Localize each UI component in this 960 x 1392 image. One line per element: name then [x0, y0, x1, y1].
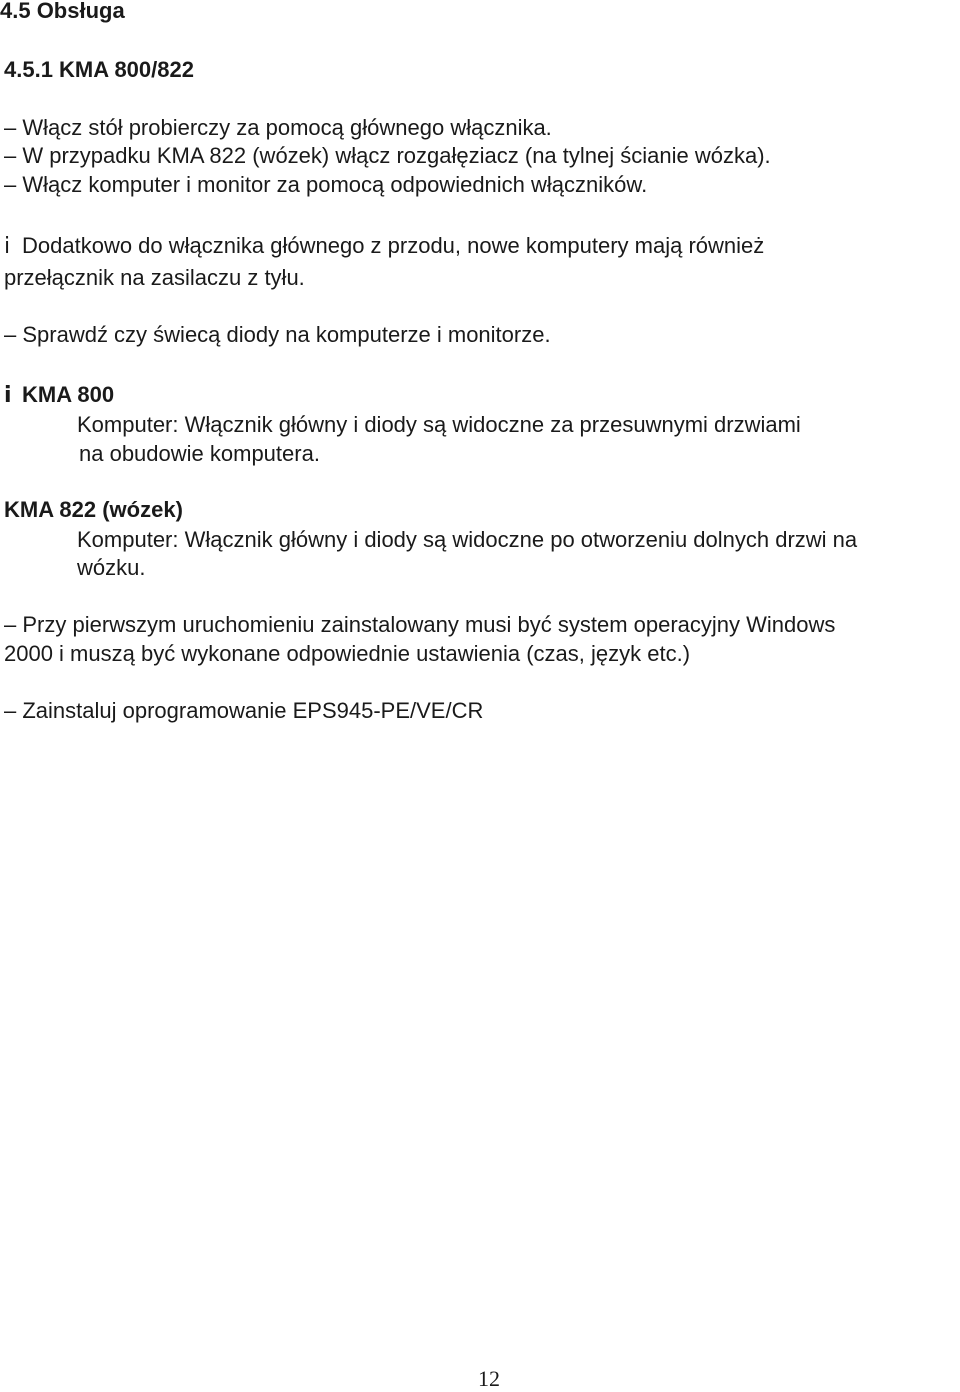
first-start-line-2: 2000 i muszą być wykonane odpowiednie ustawienia (czas, język etc.)	[4, 641, 691, 666]
first-start-line-1: – Przy pierwszym uruchomieniu zainstalowany musi być system operacyjny Windows	[4, 612, 836, 637]
kma822-line-2: wózku.	[77, 555, 146, 580]
kma822-heading: KMA 822 (wózek)	[4, 497, 183, 522]
page-number: 12	[478, 1366, 500, 1391]
step-power-table: – Włącz stół probierczy za pomocą głównego włącznika.	[4, 115, 552, 140]
step-power-computer: – Włącz komputer i monitor za pomocą odpowiednich włączników.	[4, 172, 648, 197]
note-line-1	[4, 233, 764, 260]
info-icon: i	[4, 234, 11, 259]
info-icon: i	[4, 383, 12, 408]
kma822-line-1: Komputer: Włącznik główny i diody są widoczne po otworzeniu dolnych drzwi na	[77, 527, 858, 552]
note-text-1: Dodatkowo do włącznika głównego z przodu, nowe komputery mają również	[22, 233, 765, 258]
kma800-line-2: na obudowie komputera.	[79, 441, 320, 466]
step-install-software: – Zainstaluj oprogramowanie EPS945-PE/VE/CR	[4, 698, 484, 723]
kma800-line-1: Komputer: Włącznik główny i diody są widoczne za przesuwnymi drzwiami	[77, 412, 801, 437]
section-title: 4.5 Obsługa	[0, 0, 125, 23]
kma800-heading-text: KMA 800	[22, 382, 115, 407]
subsection-title: 4.5.1 KMA 800/822	[4, 57, 194, 82]
note-line-2: przełącznik na zasilaczu z tyłu.	[4, 265, 305, 290]
step-check-leds: – Sprawdź czy świecą diody na komputerze i monitorze.	[4, 322, 551, 347]
kma800-heading	[4, 382, 114, 409]
step-power-splitter: – W przypadku KMA 822 (wózek) włącz rozgałęziacz (na tylnej ścianie wózka).	[4, 143, 771, 168]
